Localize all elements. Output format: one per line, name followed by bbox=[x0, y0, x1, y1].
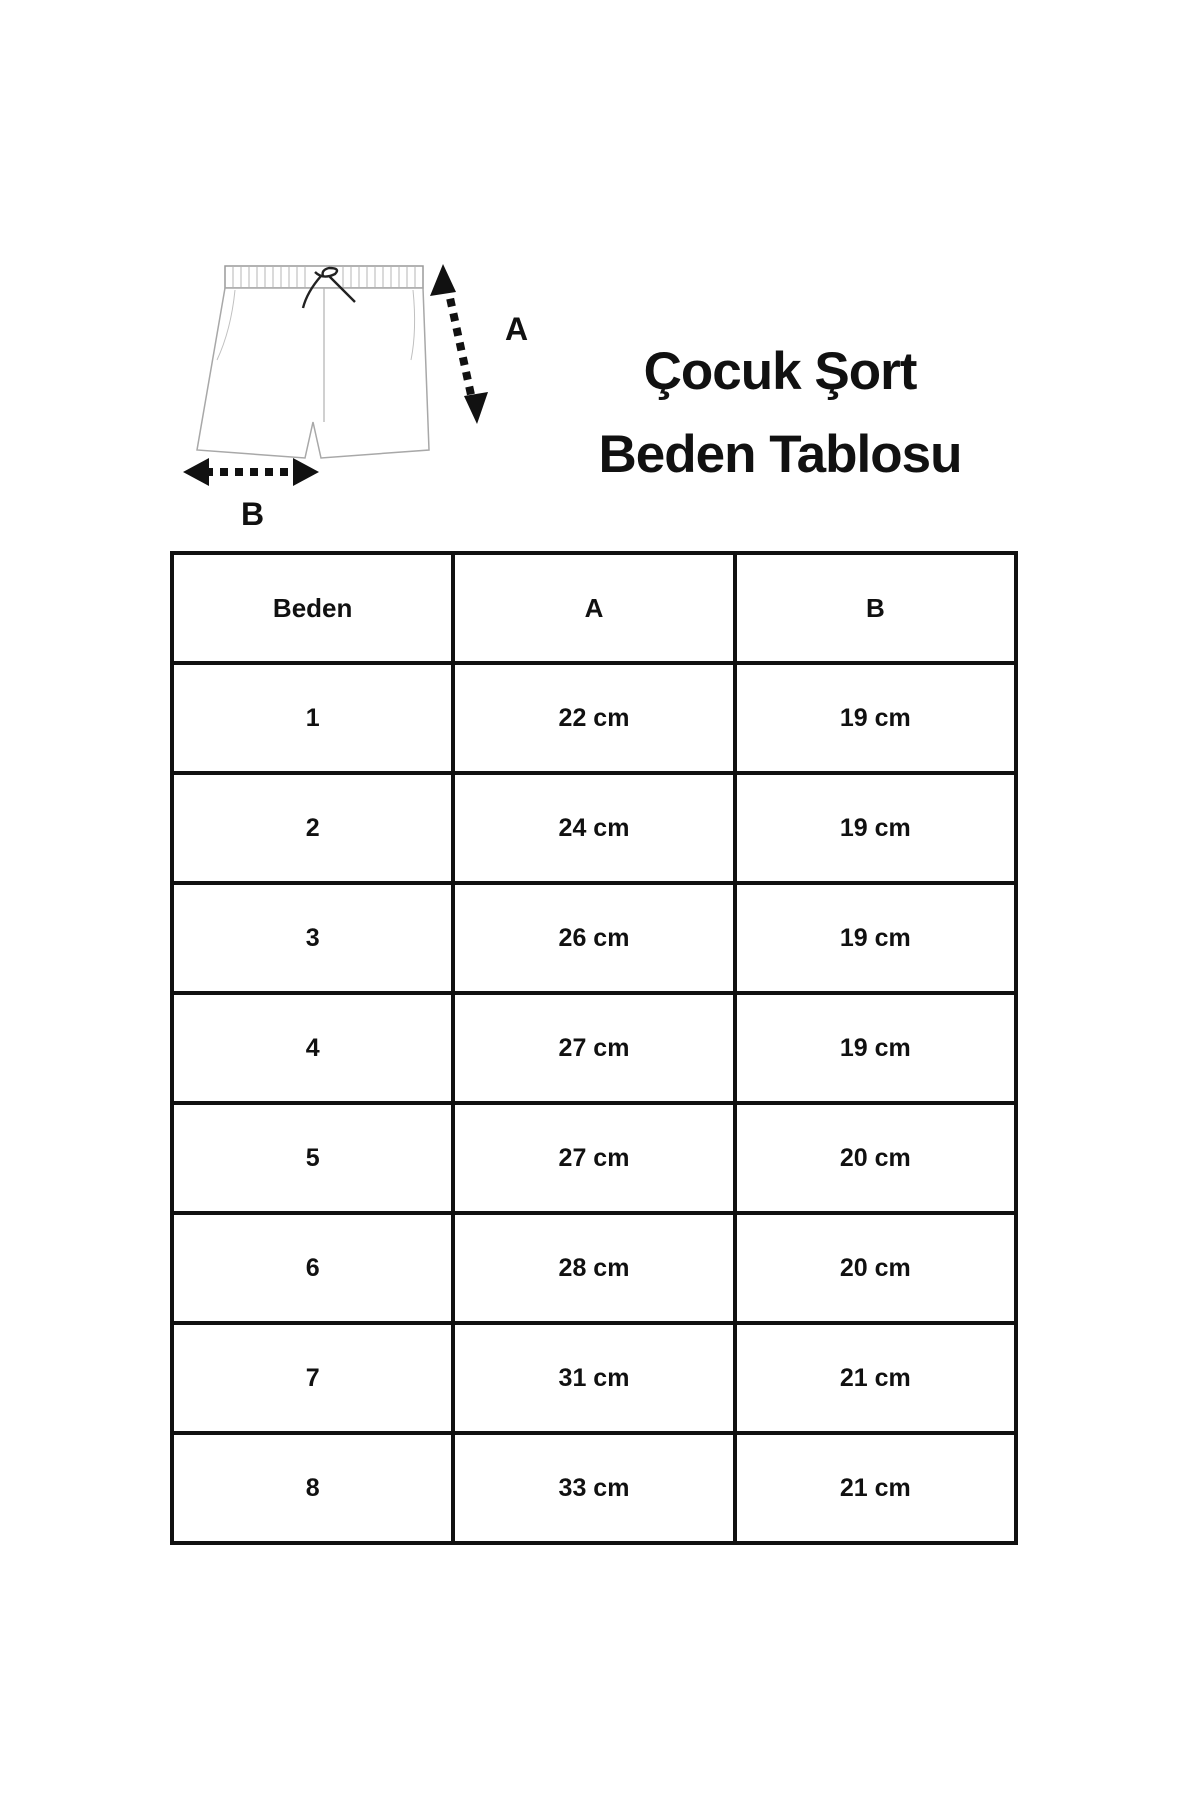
title-line-1: Çocuk Şort bbox=[643, 342, 917, 401]
cell-beden: 2 bbox=[172, 773, 453, 883]
table-row bbox=[172, 1323, 1016, 1433]
title-line-2: Beden Tablosu bbox=[598, 425, 962, 484]
table-row bbox=[172, 883, 1016, 993]
table-row bbox=[172, 1433, 1016, 1543]
arrow-b-label: B bbox=[241, 496, 265, 532]
cell-a: 31 cm bbox=[453, 1323, 734, 1433]
cell-b: 21 cm bbox=[735, 1323, 1016, 1433]
table-header-row bbox=[172, 553, 1016, 663]
cell-a: 27 cm bbox=[453, 993, 734, 1103]
cell-b: 19 cm bbox=[735, 993, 1016, 1103]
cell-b: 21 cm bbox=[735, 1433, 1016, 1543]
cell-a: 27 cm bbox=[453, 1103, 734, 1213]
table-row bbox=[172, 663, 1016, 773]
cell-beden: 6 bbox=[172, 1213, 453, 1323]
header-a: A bbox=[453, 553, 734, 663]
arrow-b-width bbox=[183, 458, 319, 486]
cell-b: 19 cm bbox=[735, 773, 1016, 883]
cell-b: 20 cm bbox=[735, 1103, 1016, 1213]
arrow-a-length bbox=[430, 264, 488, 424]
cell-beden: 5 bbox=[172, 1103, 453, 1213]
header-b: B bbox=[735, 553, 1016, 663]
cell-a: 28 cm bbox=[453, 1213, 734, 1323]
cell-a: 24 cm bbox=[453, 773, 734, 883]
table-row bbox=[172, 1213, 1016, 1323]
cell-beden: 1 bbox=[172, 663, 453, 773]
cell-beden: 4 bbox=[172, 993, 453, 1103]
cell-beden: 8 bbox=[172, 1433, 453, 1543]
arrow-a-label: A bbox=[505, 311, 529, 347]
cell-beden: 3 bbox=[172, 883, 453, 993]
cell-a: 26 cm bbox=[453, 883, 734, 993]
shorts-illustration bbox=[175, 250, 545, 540]
table-row bbox=[172, 993, 1016, 1103]
header-beden: Beden bbox=[172, 553, 453, 663]
size-table bbox=[170, 551, 1018, 1545]
cell-b: 19 cm bbox=[735, 883, 1016, 993]
cell-a: 22 cm bbox=[453, 663, 734, 773]
cell-b: 19 cm bbox=[735, 663, 1016, 773]
page-title bbox=[555, 330, 1005, 496]
cell-beden: 7 bbox=[172, 1323, 453, 1433]
table-row bbox=[172, 773, 1016, 883]
cell-a: 33 cm bbox=[453, 1433, 734, 1543]
cell-b: 20 cm bbox=[735, 1213, 1016, 1323]
table-row bbox=[172, 1103, 1016, 1213]
